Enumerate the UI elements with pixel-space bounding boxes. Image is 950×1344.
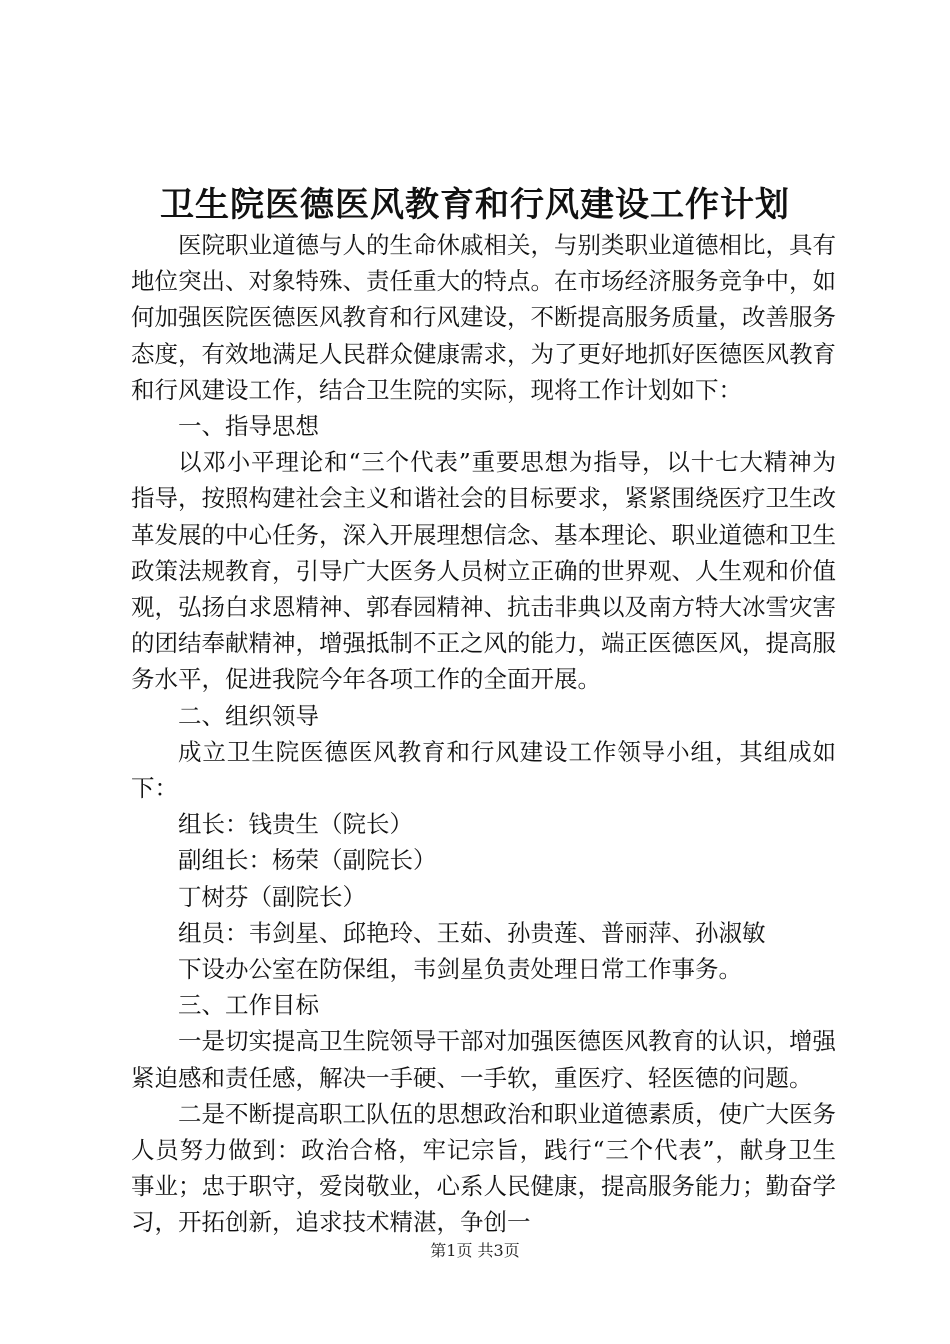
deputy-leader-line-2: 丁树芬（副院长）	[178, 882, 366, 911]
document-title: 卫生院医德医风教育和行风建设工作计划	[160, 185, 790, 225]
deputy-leader-line: 副组长：杨荣（副院长）	[178, 846, 437, 875]
paragraph-organization: 成立卫生院医德医风教育和行风建设工作领导小组，其组成如下：	[131, 737, 836, 803]
paragraph-goal-one: 一是切实提高卫生院领导干部对加强医德医风教育的认识，增强紧迫感和责任感，解决一手硬、一手软，重医疗、轻医德的问题。	[131, 1027, 836, 1092]
section-heading-guiding-ideology: 一、指导思想	[178, 412, 319, 441]
section-heading-organization: 二、组织领导	[178, 701, 319, 730]
paragraph-intro: 医院职业道德与人的生命休戚相关，与别类职业道德相比，具有地位突出、对象特殊、责任重大的特点。在市场经济服务竞争中，如何加强医院医德医风教育和行风建设，不断提高服务质量，改善服务态度，有效地满足人民群众健康需求，为了更好地抓好医德医风教育和行风建设工作，结合卫生院的实际，现将工作计划如下：	[131, 231, 836, 404]
paragraph-goal-two: 二是不断提高职工队伍的思想政治和职业道德素质，使广大医务人员努力做到：政治合格，牢记宗旨，践行“三个代表”，献身卫生事业；忠于职守，爱岗敬业，心系人民健康，提高服务能力；勤奋学习，开拓创新，追求技术精湛，争创一	[131, 1099, 836, 1237]
document-body	[131, 227, 836, 1241]
page-footer: 第1页 共3页	[430, 1241, 520, 1260]
members-line: 组员：韦剑星、邱艳玲、王茹、孙贵莲、普丽萍、孙淑敏	[178, 918, 766, 947]
leader-line: 组长：钱贵生（院长）	[178, 810, 413, 839]
paragraph-guiding-ideology: 以邓小平理论和“三个代表”重要思想为指导，以十七大精神为指导，按照构建社会主义和谐社会的目标要求，紧紧围绕医疗卫生改革发展的中心任务，深入开展理想信念、基本理论、职业道德和卫生政策法规教育，引导广大医务人员树立正确的世界观、人生观和价值观，弘扬白求恩精神、郭春园精神、抗击非典以及南方特大冰雪灾害的团结奉献精神，增强抵制不正之风的能力，端正医德医风，提高服务水平，促进我院今年各项工作的全面开展。	[131, 448, 836, 694]
office-line: 下设办公室在防保组，韦剑星负责处理日常工作事务。	[178, 955, 742, 984]
section-heading-work-goals: 三、工作目标	[178, 991, 319, 1020]
